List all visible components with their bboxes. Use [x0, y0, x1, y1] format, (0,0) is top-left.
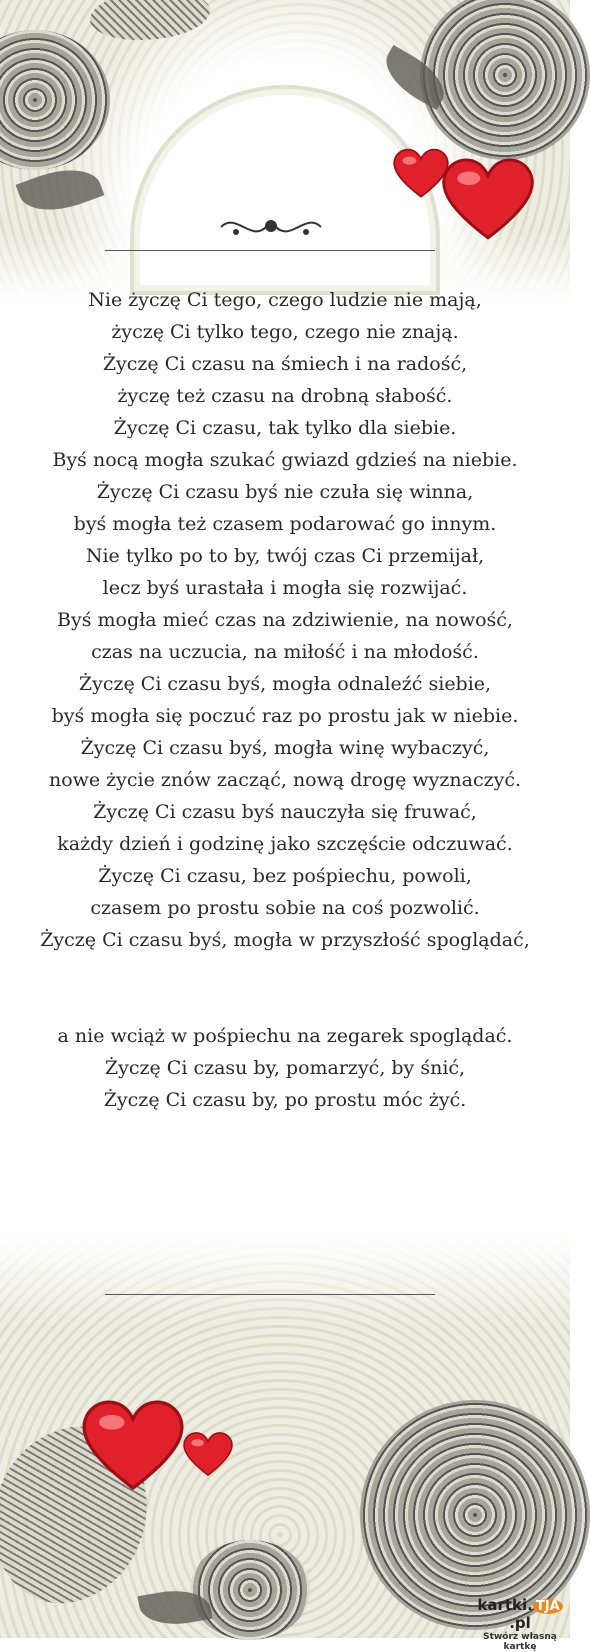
- logo-name: kartki. TJA.pl: [470, 1596, 570, 1632]
- heart-small-bottom-icon: [182, 1428, 234, 1478]
- poem-line: Byś nocą mogła szukać gwiazd gdzieś na niebie.: [52, 449, 518, 471]
- poem-line: Nie życzę Ci tego, czego ludzie nie mają,: [88, 289, 482, 311]
- poem-line: Życzę Ci czasu by, pomarzyć, by śnić,: [104, 1057, 466, 1079]
- logo-tagline: Stwórz własną kartkę: [483, 1632, 557, 1652]
- ornament-icon: [216, 212, 326, 242]
- logo-badge: TJA: [533, 1599, 563, 1614]
- poem-line: czas na uczucia, na miłość i na młodość.: [91, 641, 479, 663]
- poem-line: a nie wciąż w pośpiechu na zegarek spoglądać.: [57, 1025, 513, 1047]
- poem-line: byś mogła się poczuć raz po prostu jak w niebie.: [51, 705, 519, 727]
- poem-line: byś mogła też czasem podarować go innym.: [73, 513, 497, 535]
- poem-line: Życzę Ci czasu byś nauczyła się fruwać,: [93, 801, 477, 823]
- heart-large-top-icon: [440, 150, 536, 244]
- stanza-gap: [0, 956, 570, 1020]
- poem-line: Życzę Ci czasu byś, mogła odnaleźć siebie,: [78, 673, 492, 695]
- rose-bottom-center-icon: [190, 1540, 310, 1640]
- poem-line: Życzę Ci czasu na śmiech i na radość,: [102, 353, 468, 375]
- heart-large-bottom-icon: [80, 1392, 186, 1494]
- poem-line: Życzę Ci czasu byś nie czuła się winna,: [96, 481, 474, 503]
- poem-line: życzę też czasu na drobną słabość.: [117, 385, 453, 407]
- poem-line: Życzę Ci czasu byś, mogła winę wybaczyć,: [80, 737, 490, 759]
- poem-line: Życzę Ci czasu, tak tylko dla siebie.: [113, 417, 457, 439]
- poem-line: czasem po prostu sobie na coś pozwolić.: [90, 897, 480, 919]
- poem-line: Życzę Ci czasu by, po prostu móc żyć.: [103, 1089, 467, 1111]
- poem-line: lecz byś urastała i mogła się rozwijać.: [102, 577, 468, 599]
- poem-line: Byś mogła mieć czas na zdziwienie, na nowość,: [57, 609, 513, 631]
- poem-line: Życzę Ci czasu, bez pośpiechu, powoli,: [98, 865, 472, 887]
- divider-bottom: [105, 1294, 435, 1295]
- site-logo[interactable]: [470, 1596, 570, 1652]
- poem-line: Życzę Ci czasu byś, mogła w przyszłość spoglądać,: [40, 929, 530, 951]
- poem-line: nowe życie znów zacząć, nową drogę wyznaczyć.: [48, 769, 522, 791]
- poem-line: każdy dzień i godzinę jako szczęście odczuwać.: [57, 833, 513, 855]
- poem-line: życzę Ci tylko tego, czego nie znają.: [111, 321, 459, 343]
- poem-line: Nie tylko po to by, twój czas Ci przemijał,: [85, 545, 485, 567]
- poem-text: [0, 284, 570, 1116]
- divider-top: [105, 250, 435, 251]
